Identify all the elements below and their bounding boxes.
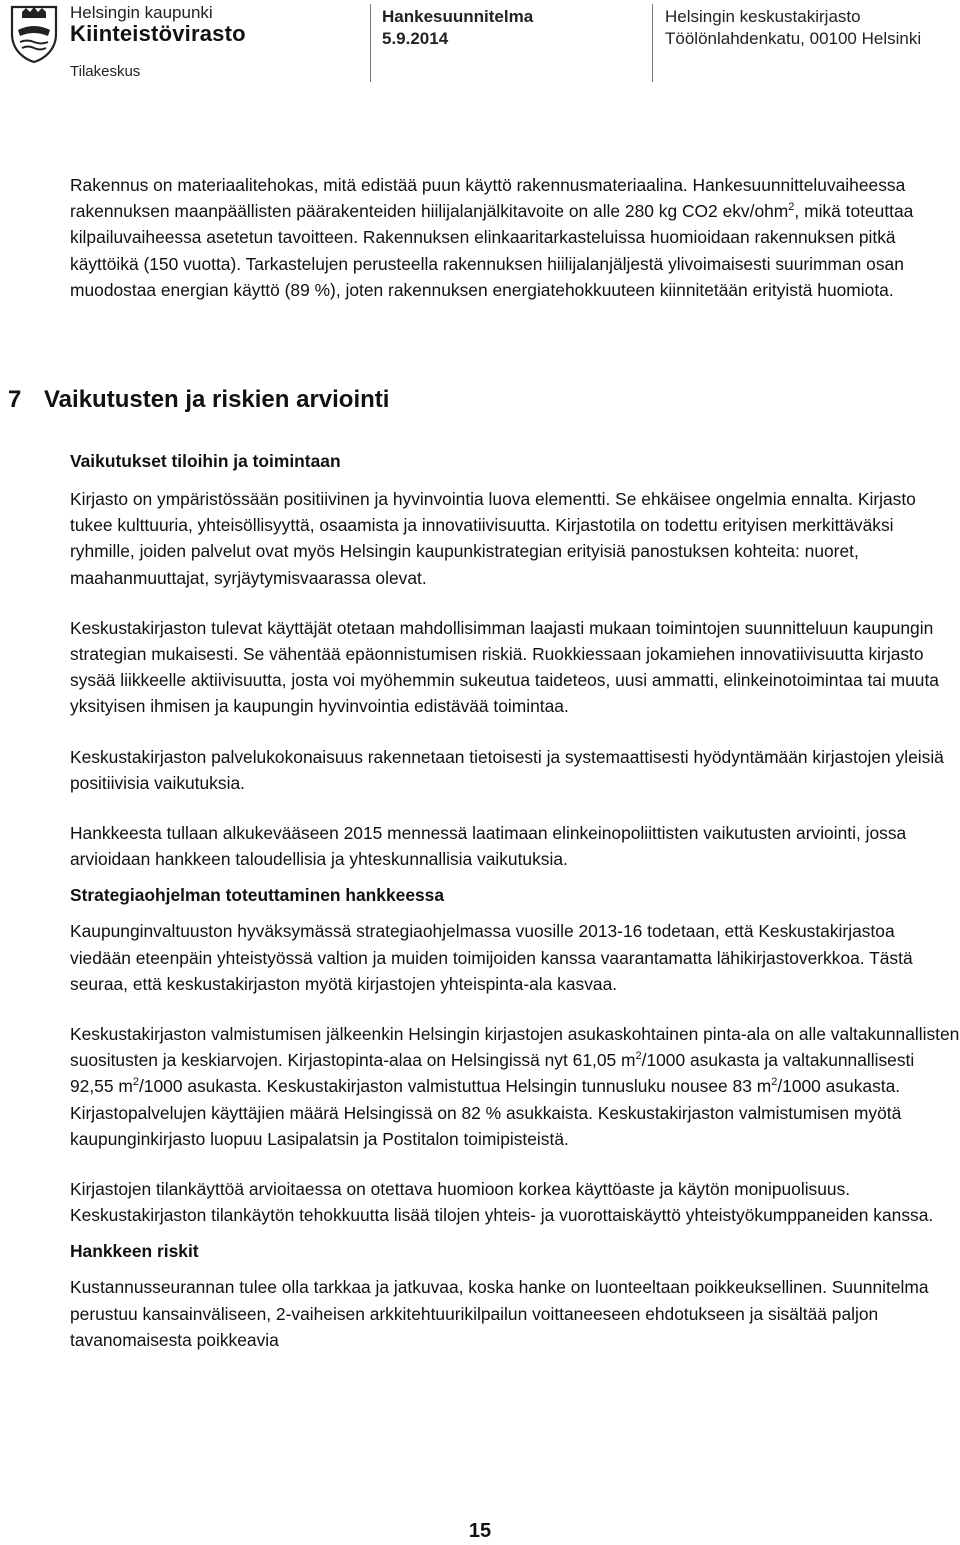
document-date: 5.9.2014	[382, 29, 449, 48]
paragraph: Hankkeesta tullaan alkukevääseen 2015 mennessä laatimaan elinkeinopoliittisten vaikutusten arviointi, jossa arvioidaan hankkeen taloudellisia ja yhteskunnallisia vaikutuksia.	[70, 823, 907, 870]
paragraph: Kustannusseurannan tulee olla tarkkaa ja jatkuvaa, koska hanke on luonteeltaan poikkeuksellinen. Suunnitelma perustuu kansainväliseen, 2-vaiheisen arkkitehtuurikilpailun voittaneeseen ehdotukseen ja sisältää paljon tavanomaisesta poikkeavia	[70, 1277, 929, 1350]
subheading-impacts: Vaikutukset tiloihin ja toimintaan	[70, 451, 341, 471]
helsinki-crest-icon	[8, 4, 60, 64]
section-heading	[8, 386, 389, 414]
page-header	[0, 0, 960, 82]
section-title: Vaikutusten ja riskien arviointi	[44, 386, 390, 413]
project-name: Helsingin keskustakirjasto	[665, 7, 861, 26]
org-name-line1: Helsingin kaupunki	[70, 3, 213, 22]
paragraph: Keskustakirjaston palvelukokonaisuus rakennetaan tietoisesti ja systemaattisesti hyödyntämään kirjastojen yleisiä positiivisia vaikutuksia.	[70, 746, 944, 793]
paragraph: Kirjastojen tilankäyttöä arvioitaessa on otettava huomioon korkea käyttöaste ja käytön monipuolisuus. Keskustakirjaston tilankäytön tehokkuutta lisää tilojen yhteis- ja vuorottaiskäyttö yhteistyökumppaneiden kanssa.	[70, 1179, 934, 1226]
intro-paragraph: Rakennus on materiaalitehokas, mitä edistää puun käyttö rakennusmateriaalina. Hankesuunnitteluvaiheessa rakennuksen maanpäällisten päärakenteiden hiilijalanjälkitavoite on alle 280 kg CO2 ekv/ohm$^2$, mikä toteuttaa kilpailuvaiheessa asetetun tavoitteen. Rakennuksen elinkaaritarkasteluissa huomioidaan rakennuksen pitkä käyttöikä (150 vuotta). Tarkastelujen perusteella rakennuksen hiilijalanjäljestä ylivoimaisesti suurimman osan muodostaa energian käyttö (89 %), joten rakennuksen energiatehokkuuteen kiinnitetään erityistä huomiota.	[70, 175, 914, 300]
header-divider	[652, 4, 653, 82]
org-unit: Tilakeskus	[70, 63, 141, 80]
paragraph: Kaupunginvaltuuston hyväksymässä strategiaohjelmassa vuosille 2013-16 todetaan, että Keskustakirjastoa viedään eteenpäin yhteistyössä valtion ja muiden toimijoiden kanssa vaarantamatta lähikirjastoverkkoa. Tästä seuraa, että keskustakirjaston myötä kirjastojen yhteispinta-ala kasvaa.	[70, 921, 913, 994]
org-name-line2: Kiinteistövirasto	[70, 21, 246, 46]
subheading-risks: Hankkeen riskit	[70, 1241, 199, 1262]
paragraph: Keskustakirjaston valmistumisen jälkeenkin Helsingin kirjastojen asukaskohtainen pinta-ala on alle valtakunnallisten suositusten ja keskiarvojen. Kirjastopinta-alaa on Helsingissä nyt 61,05 $m^2/1000$ asukasta ja valtakunnallisesti 92,55 $m^2/1000$ asukasta. Keskustakirjaston valmistuttua Helsingin tunnusluku nousee 83 $m^2/1000$ asukasta. Kirjastopalvelujen käyttäjien määrä Helsingissä on 82 % asukkaista. Keskustakirjaston valmistumisen myötä kaupunginkirjasto luopuu Lasipalatsin ja Postitalon toimipisteistä.	[70, 1024, 960, 1149]
subheading-strategy: Strategiaohjelman toteuttaminen hankkeessa	[70, 885, 445, 906]
document-type: Hankesuunnitelma	[382, 7, 534, 26]
page-number: 15	[468, 1520, 492, 1542]
section-number: 7	[8, 386, 22, 413]
header-divider	[370, 4, 371, 82]
section-body	[70, 448, 960, 1353]
paragraph: Kirjasto on ympäristössään positiivinen ja hyvinvointia luova elementti. Se ehkäisee ongelmia ennalta. Kirjasto tukee kulttuuria, yhteisöllisyyttä, osaamista ja innovatiivisuutta. Kirjastotila on todettu erityisen merkittäväksi ryhmille, joiden palvelut ovat myös Helsingin kaupunkistrategian erityisiä panostuksen kohteita: nuoret, maahanmuuttajat, syrjäytymisvaarassa olevat.	[70, 489, 916, 588]
paragraph: Keskustakirjaston tulevat käyttäjät otetaan mahdollisimman laajasti mukaan toimintojen suunnitteluun kaupungin strategian mukaisesti. Se vähentää epäonnistumisen riskiä. Ruokkiessaan jokamiehen innovatiivisuutta kirjasto sysää liikkeelle aktiivisuutta, josta voi myöhemmin sukeutua taideteos, uusi ammatti, elinkeinotoimintaa tai muuta yksityisen ihmisen ja kaupungin hyvinvointia edistävää toimintaa.	[70, 617, 939, 717]
page-content	[8, 172, 960, 1350]
project-address: Töölönlahdenkatu, 00100 Helsinki	[665, 29, 922, 48]
